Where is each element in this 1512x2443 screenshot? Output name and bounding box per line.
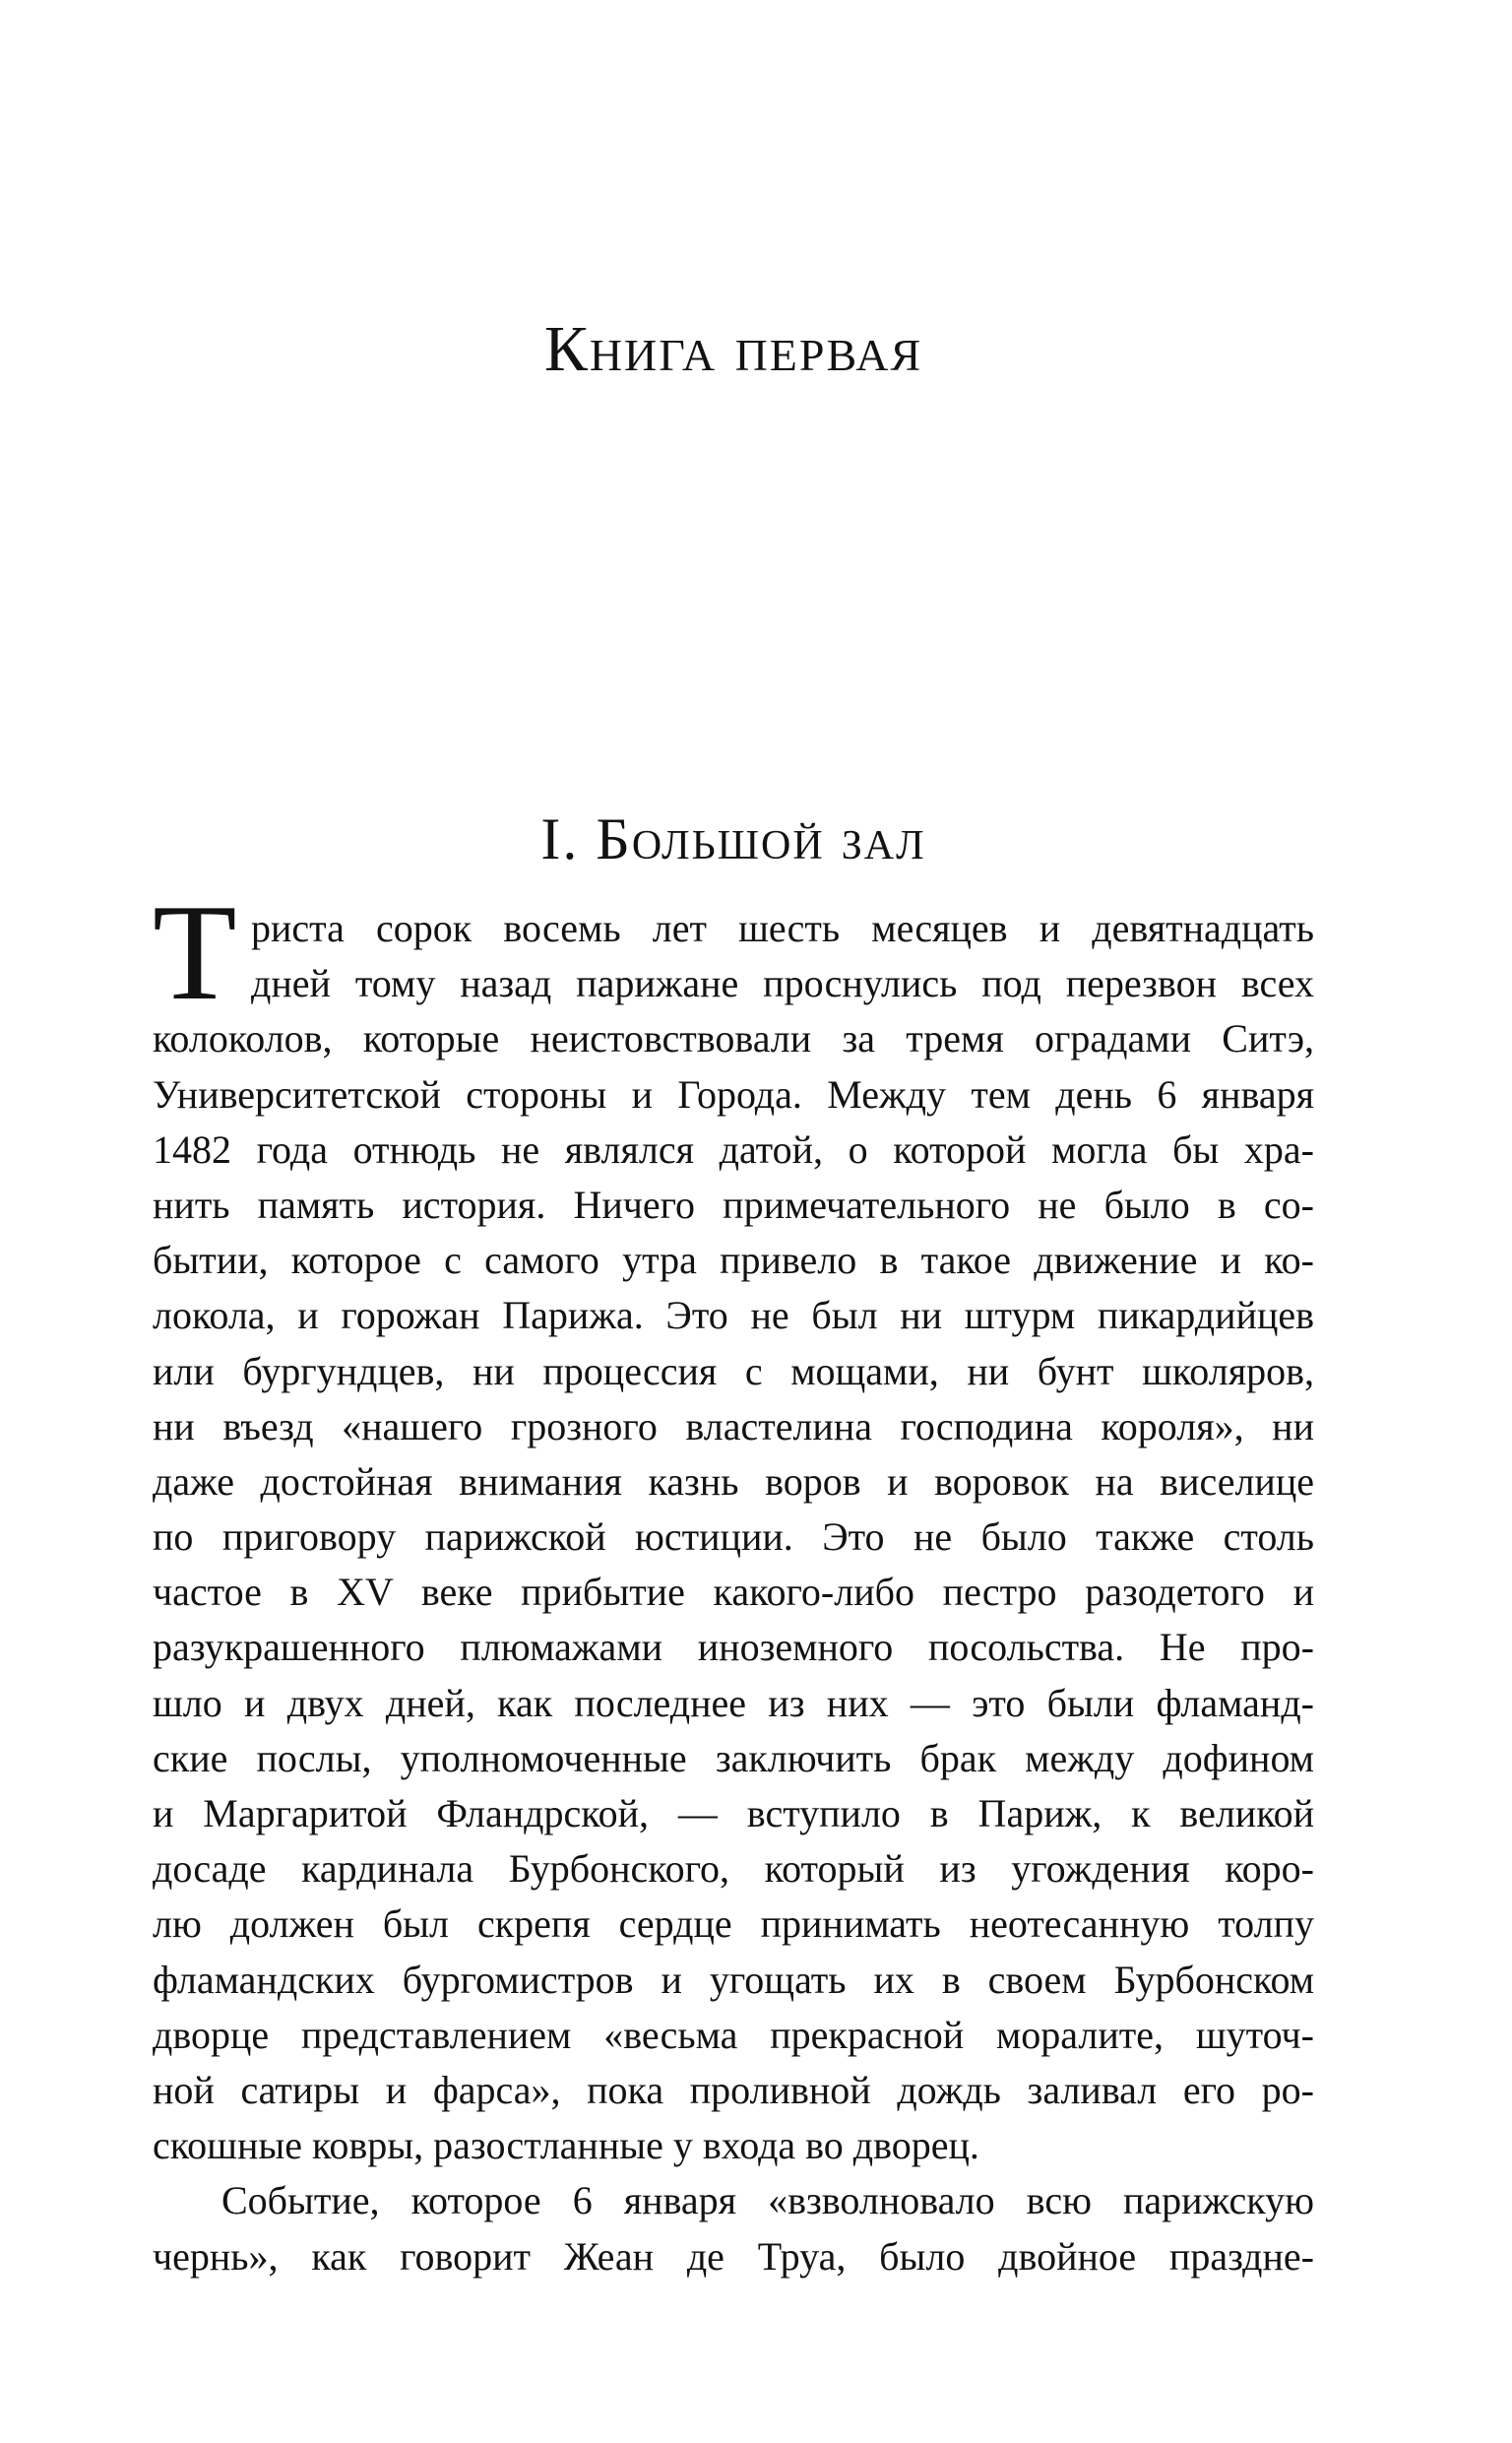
text-line: ские послы, уполномоченные заключить брак между дофином [153,1735,1314,1780]
text-line: ной сатиры и фарса», пока проливной дождь заливал его ро- [153,2067,1314,2112]
text-line: 1482 года отнюдь не являлся датой, о которой могла бы хра- [153,1126,1314,1172]
book-title: Книга первая [543,313,923,385]
text-line: бытии, которое с самого утра привело в такое движение и ко- [153,1238,1314,1283]
text-line: лю должен был скрепя сердце принимать неотесанную толпу [153,1901,1314,1947]
text-line: дней тому назад парижане проснулись под перезвон всех [251,961,1314,1006]
text-line: ни въезд «нашего грозного властелина господина короля», ни [153,1403,1314,1448]
text-line: скошные ковры, разостланные у входа во дворец. [153,2123,979,2168]
chapter-title: I. Большой зал [540,806,926,871]
text-line: шло и двух дней, как последнее из них — это были фламанд- [153,1680,1314,1725]
text-line: риста сорок восемь лет шесть месяцев и девятнадцать [251,906,1314,950]
text-line: и Маргаритой Фландрской, — вступило в Париж, к великой [153,1791,1314,1835]
text-line: нить память история. Ничего примечательного не было в со- [153,1182,1314,1227]
text-line: частое в XV веке прибытие какого-либо пестро разодетого и [153,1570,1314,1615]
text-line: Университетской стороны и Города. Между тем день 6 января [153,1071,1314,1117]
body-text [153,876,1314,2284]
text-line: или бургундцев, ни процессия с мощами, ни бунт школяров, [153,1348,1314,1393]
text-line: даже достойная внимания казнь воров и воровок на виселице [153,1458,1314,1504]
text-line: чернь», как говорит Жеан де Труа, было двойное праздне- [153,2233,1314,2279]
text-line: досаде кардинала Бурбонского, который из угождения коро- [153,1846,1314,1892]
text-line: Событие, которое 6 января «взволновало всю парижскую [221,2178,1314,2223]
text-line: разукрашенного плюмажами иноземного посольства. Не про- [153,1625,1314,1670]
text-line: колоколов, которые неистовствовали за тремя оградами Ситэ, [153,1016,1314,1061]
drop-cap: Т [153,876,237,1029]
text-line: фламандских бургомистров и угощать их в своем Бурбонском [153,1957,1314,2002]
text-line: локола, и горожан Парижа. Это не был ни штурм пикардийцев [153,1293,1314,1338]
text-line: дворце представлением «весьма прекрасной моралите, шуточ- [153,2012,1314,2057]
text-line: по приговору парижской юстиции. Это не было также столь [153,1514,1314,1560]
